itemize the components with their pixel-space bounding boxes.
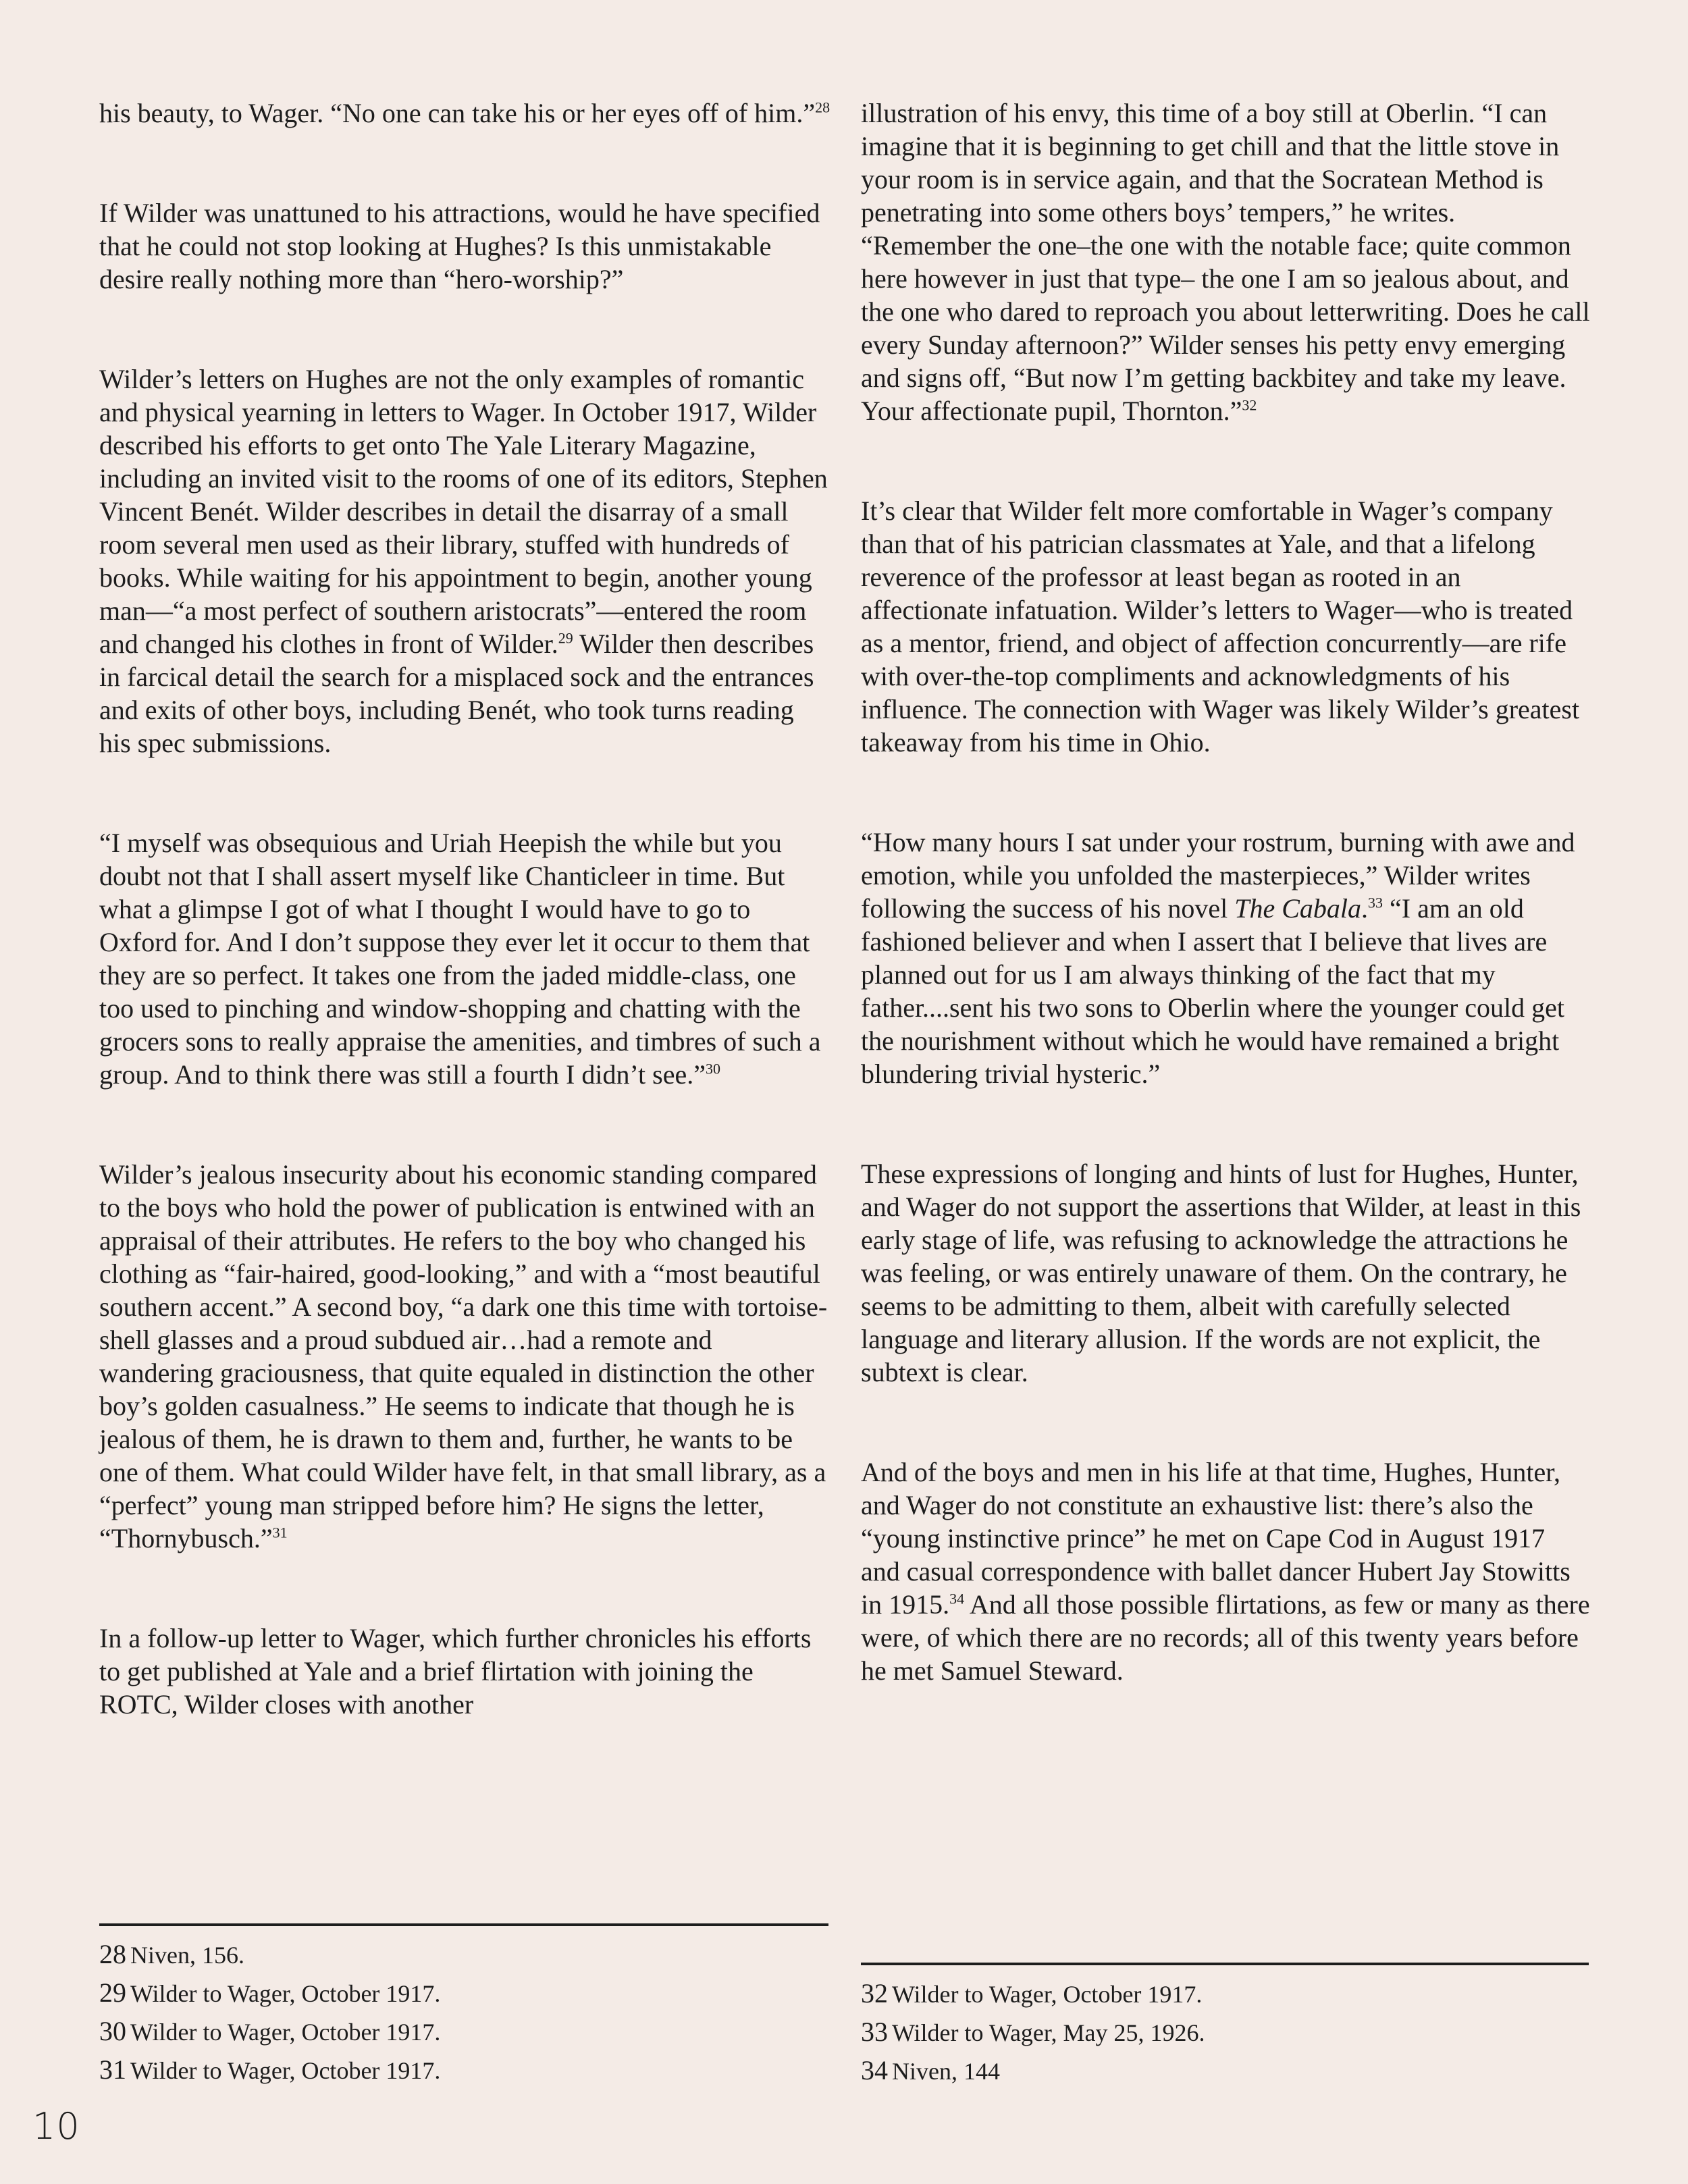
- footnote-ref: 32: [1242, 396, 1257, 414]
- paragraph: In a follow-up letter to Wager, which further chronicles his efforts to get published at Yale and a brief flirtation with joining the ROTC, Wilder closes with another: [99, 1623, 812, 1720]
- footnote-ref: 29: [558, 629, 573, 647]
- footnote: 28 Niven, 156.: [99, 1939, 244, 1969]
- footnote: 29 Wilder to Wager, October 1917.: [99, 1977, 441, 2008]
- footnote-ref: 34: [949, 1590, 965, 1607]
- footnote: 32 Wilder to Wager, October 1917.: [861, 1978, 1203, 2008]
- footnotes-right: [861, 1975, 1205, 2090]
- footnote-ref: 30: [706, 1060, 720, 1077]
- page-number: 10: [32, 2105, 80, 2148]
- book-title: The Cabala: [1234, 893, 1362, 924]
- block-quote: “I myself was obsequious and Uriah Heepish the while but you doubt not that I shall assert myself like Chanticleer in time. But what a glimpse I got of what I thought I would have to go to Oxford for. And I don’t suppose they ever let it occur to them that they are so perfect. It takes one from the jaded middle-class, one too used to pinching and window-shopping and chatting with the grocers sons to really appraise the amenities, and timbres of such a group. And to think there was still a fourth I didn’t see.”$^{30}$: [99, 828, 821, 1090]
- paragraph: If Wilder was unattuned to his attractions, would he have specified that he could not stop looking at Hughes? Is this unmistakable desire really nothing more than “hero-worship?”: [99, 198, 820, 294]
- paragraph: And of the boys and men in his life at that time, Hughes, Hunter, and Wager do not constitute an exhaustive list: there’s also the “young instinctive prince” he met on Cape Cod in August 1917 and casual correspondence with ballet dancer Hubert Jay Stowitts in 1915.34 And all those possible flirtations, as few or many as there were, of which there are no records; all of this twenty years before he met Samuel Steward.: [861, 1457, 1590, 1686]
- footnote: 33 Wilder to Wager, May 25, 1926.: [861, 2017, 1205, 2047]
- paragraph: “How many hours I sat under your rostrum, burning with awe and emotion, while you unfolded the masterpieces,” Wilder writes following the success of his novel The Cabala.$^{33}$ “I am an old fashioned believer and when I assert that I believe that lives are planned out for us I am always thinking of the fact that my father....sent his two sons to Oberlin where the younger could get the nourishment without which he would have remained a bright blundering trivial hysteric.”: [861, 827, 1575, 1089]
- paragraph: illustration of his envy, this time of a boy still at Oberlin. “I can imagine that it is beginning to get chill and that the little stove in your room is in service again, and that the Socratean Method is penetrating into some others boys’ tempers,” he writes. “Remember the one–the one with the notable face; quite common here however in just that type– the one I am so jealous about, and the one who dared to reproach you about letterwriting. Does he call every Sunday afternoon?” Wilder senses his petty envy emerging and signs off, “But now I’m getting backbitey and take my leave. Your affectionate pupil, Thornton.”$^{32}$: [861, 98, 1590, 426]
- footnote-ref: 33: [1368, 894, 1383, 911]
- footnote-ref: 31: [272, 1524, 288, 1541]
- footnote: 30 Wilder to Wager, October 1917.: [99, 2016, 441, 2046]
- paragraph: These expressions of longing and hints of lust for Hughes, Hunter, and Wager do not support the assertions that Wilder, at least in this early stage of life, was refusing to acknowledge the attractions he was feeling, or was entirely unaware of them. On the contrary, he seems to be admitting to them, albeit with carefully selected language and literary allusion. If the words are not explicit, the subtext is clear.: [861, 1158, 1581, 1387]
- footnote: 34 Niven, 144: [861, 2055, 1000, 2085]
- footnote-divider: [99, 1923, 828, 1926]
- footnote: 31 Wilder to Wager, October 1917.: [99, 2054, 441, 2085]
- footnote-divider: [861, 1963, 1589, 1965]
- paragraph: Wilder’s letters on Hughes are not the only examples of romantic and physical yearning in letters to Wager. In October 1917, Wilder described his efforts to get onto The Yale Literary Magazine, including an invited visit to the rooms of one of its editors, Stephen Vincent Benét. Wilder describes in detail the disarray of a small room several men used as their library, stuffed with hundreds of books. While waiting for his appointment to begin, another young man—“a most perfect of southern aristocrats”—entered the room and changed his clothes in front of Wilder.$^{29}$ Wilder then describes in farcical detail the search for a misplaced sock and the entrances and exits of other boys, including Benét, who took turns reading his spec submissions.: [99, 364, 828, 758]
- left-column: [99, 97, 832, 1721]
- footnote-ref: 28: [815, 99, 830, 116]
- paragraph: his beauty, to Wager. “No one can take his or her eyes off of him.”$^{28}$: [99, 98, 830, 128]
- paragraph: It’s clear that Wilder felt more comfortable in Wager’s company than that of his patrician classmates at Yale, and that a lifelong reverence of the professor at least began as rooted in an affectionate infatuation. Wilder’s letters to Wager—who is treated as a mentor, friend, and object of affection concurrently—are rife with over-the-top compliments and acknowledgments of his influence. The connection with Wager was likely Wilder’s greatest takeaway from his time in Ohio.: [861, 496, 1580, 757]
- paragraph: Wilder’s jealous insecurity about his economic standing compared to the boys who hold the power of publication is entwined with an appraisal of their attributes. He refers to the boy who changed his clothing as “fair-haired, good-looking,” and with a “most beautiful southern accent.” A second boy, “a dark one this time with tortoise-shell glasses and a proud subdued air…had a remote and wandering graciousness, that quite equaled in distinction the other boy’s golden casualness.” He seems to indicate that though he is jealous of them, he is drawn to them and, further, he wants to be one of them. What could Wilder have felt, in that small library, as a “perfect” young man stripped before him? He signs the letter, “Thornybusch.”$^{31}$: [99, 1159, 828, 1553]
- footnotes-left: [99, 1936, 440, 2089]
- right-column: [861, 97, 1590, 1687]
